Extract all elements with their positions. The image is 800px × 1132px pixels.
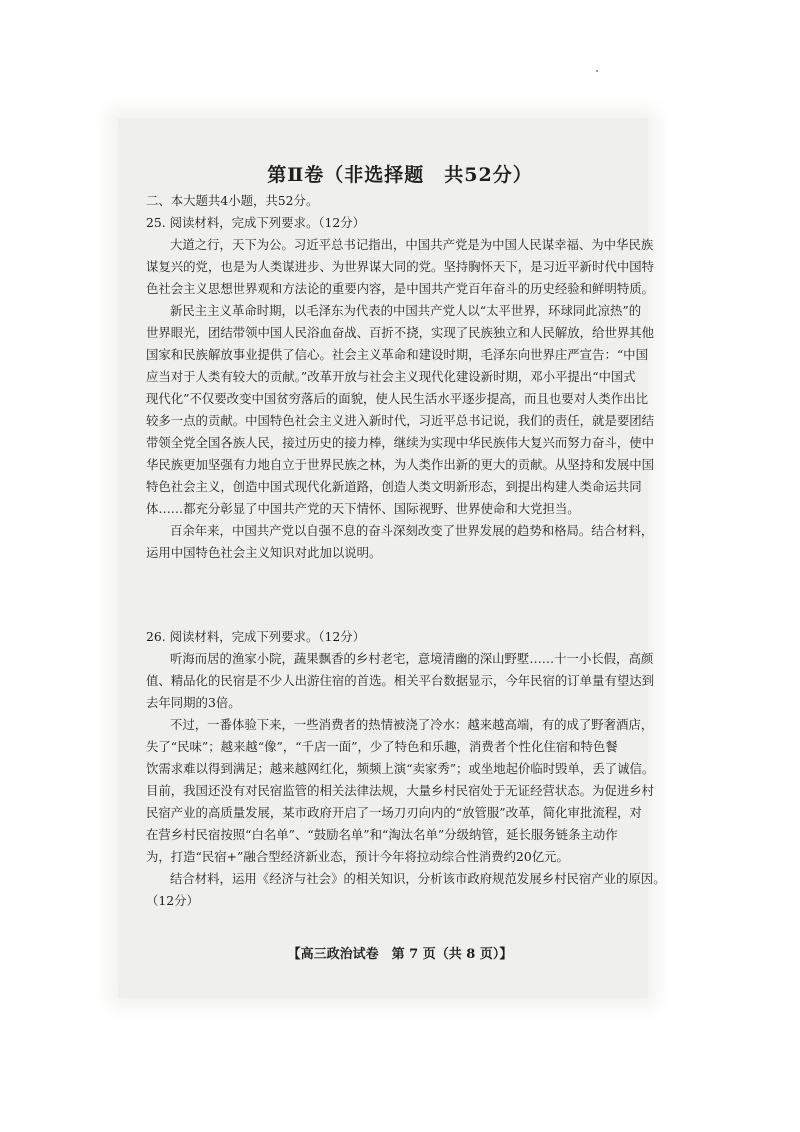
q26-heading: 26. 阅读材料，完成下列要求。（12分） [146,629,366,644]
instructions: 二、本大题共4小题，共52分。 [146,193,319,208]
question-25-block [146,190,655,564]
q25-p2-line: 现代化”不仅要改变中国贫穷落后的面貌，使人民生活水平逐步提高，而且也要对人类作出比 [146,391,648,406]
q26-p1-line: 值、精品化的民宿是不少人出游住宿的首选。相关平台数据显示，今年民宿的订单量有望达到 [146,673,655,688]
q25-p1-line: 大道之行，天下为公。习近平总书记指出，中国共产党是为中国人民谋幸福、为中华民族 [170,237,654,252]
q25-p2-line: 特色社会主义，创造中国式现代化新道路，创造人类文明新形态，到提出构建人类命运共同 [146,479,642,494]
q25-p2-line: 国家和民族解放事业提供了信心。社会主义革命和建设时期，毛泽东向世界庄严宣告：“中国 [146,347,648,362]
q25-p2-line: 较多一点的贡献。中国特色社会主义进入新时代，习近平总书记说，我们的责任，就是要团结 [146,413,655,428]
q26-question-line: （12分） [146,893,199,908]
scan-speck [596,70,598,72]
q25-p2-line: 华民族更加坚强有力地自立于世界民族之林，为人类作出新的更大的贡献。从坚持和发展中国 [146,457,655,472]
q26-p2-line: 在营乡村民宿按照“白名单”、“鼓励名单”和“淘汰名单”分级纳管，延长服务链条主动作 [146,827,618,842]
q26-p2-line: 不过，一番体验下来，一些消费者的热情被浇了冷水：越来越高端，有的成了野奢酒店， [170,717,654,732]
q25-p2-line: 世界眼光，团结带领中国人民浴血奋战、百折不挠，实现了民族独立和人民解放，给世界其他 [146,325,655,340]
q26-p2-line: 失了“民味”；越来越“像”，“千店一面”，少了特色和乐趣，消费者个性化住宿和特色餐 [146,739,618,754]
q25-question-line: 运用中国特色社会主义知识对此加以说明。 [146,545,382,560]
section-title: 第Ⅱ卷（非选择题 共52分） [267,164,533,186]
q25-p2-line: 应当对于人类有较大的贡献。”改革开放与社会主义现代化建设新时期，邓小平提出“中国式 [146,369,636,384]
q25-question-line: 百余年来，中国共产党以自强不息的奋斗深刻改变了世界发展的趋势和格局。结合材料， [170,523,654,538]
q26-p1-line: 听海而居的渔家小院，蔬果飘香的乡村老宅，意境清幽的深山野墅……十一小长假，高颜 [170,651,654,666]
q25-p1-line: 谋复兴的党，也是为人类谋进步、为世界谋大同的党。坚持胸怀天下，是习近平新时代中国特 [146,259,655,274]
q26-p2-line: 饮需求难以得到满足；越来越网红化，频频上演“卖家秀”；或坐地起价临时毁单，丢了诚信。 [146,761,655,776]
q25-heading: 25. 阅读材料，完成下列要求。（12分） [146,215,366,230]
page-footer: 【高三政治试卷 第 7 页（共 8 页）】 [287,947,513,962]
q25-p2-line: 体……都充分彰显了中国共产党的天下情怀、国际视野、世界使命和大党担当。 [146,501,580,516]
q26-p2-line: 目前，我国还没有对民宿监管的相关法律法规，大量乡村民宿处于无证经营状态。为促进乡村 [146,783,655,798]
q26-p2-line: 为，打造“民宿+”融合型经济新业态，预计今年将拉动综合性消费约20亿元。 [146,849,569,864]
q25-p2-line: 新民主主义革命时期，以毛泽东为代表的中国共产党人以“太平世界，环球同此凉热”的 [170,303,642,318]
q26-p2-line: 民宿产业的高质量发展，某市政府开启了一场刀刃向内的“放管服”改革，简化审批流程，对 [146,805,642,820]
q26-question-line: 结合材料，运用《经济与社会》的相关知识，分析该市政府规范发展乡村民宿产业的原因。 [170,871,666,886]
q25-p1-line: 色社会主义思想世界观和方法论的重要内容，是中国共产党百年奋斗的历史经验和鲜明特质。 [146,281,655,296]
q26-p1-line: 去年同期的3倍。 [146,695,241,710]
q25-p2-line: 带领全党全国各族人民，接过历史的接力棒，继续为实现中华民族伟大复兴而努力奋斗，使中 [146,435,655,450]
question-26-block [146,626,666,912]
